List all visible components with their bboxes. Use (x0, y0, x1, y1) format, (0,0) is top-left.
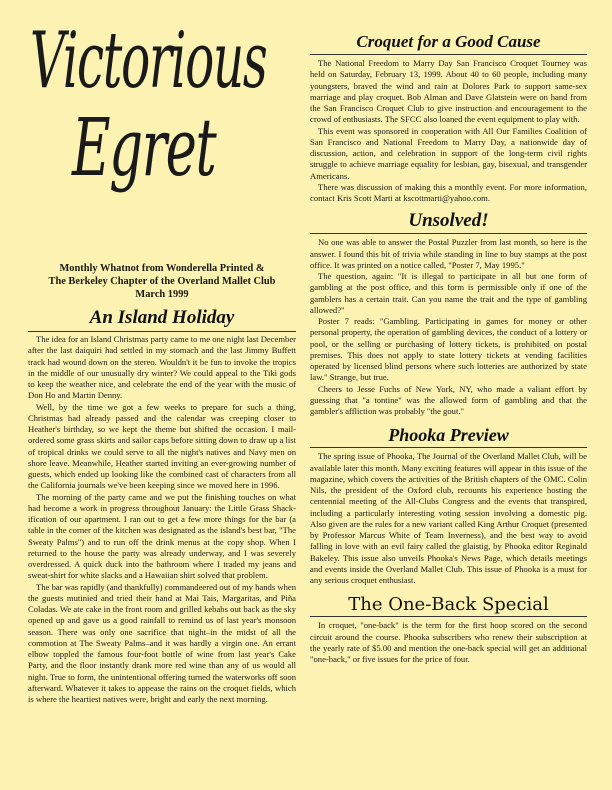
masthead-title-line1: Victorious (30, 16, 267, 106)
article-paragraph: This event was sponsored in cooperation with All Our Families Coalition of San Francisco and National Freedom to Marry Day, a nationwide day of discussion, action, and celebration in support of the long-term civil rights struggle to achieve marriage equality for lesbian, gay, bisexual, and transgender Americans. (310, 125, 587, 181)
unsolved-article (310, 237, 587, 417)
island-holiday-heading: An Island Holiday (28, 307, 296, 332)
island-holiday-article (28, 334, 296, 705)
subtitle-line2: The Berkeley Chapter of the Overland Mallet Club (48, 276, 276, 287)
right-column (310, 32, 587, 665)
article-paragraph: In croquet, "one-back" is the term for the first hoop scored on the second circuit around the course. Phooka subscribers who renew their subscription at the yearly rate of $5.00 and mention the one-back special will get an additional "one-back," or five issues for the price of four. (310, 620, 587, 664)
masthead-subtitle (28, 262, 296, 301)
article-paragraph: No one was able to answer the Postal Puzzler from last month, so here is the answer. I found this bit of trivia while standing in line to buy stamps at the post office. It was printed on a notice called, "Poster 7, May 1995." (310, 237, 587, 270)
subtitle-date: March 1999 (135, 289, 189, 300)
masthead-title-line2: Egret (72, 101, 216, 194)
croquet-heading: Croquet for a Good Cause (310, 32, 587, 55)
subtitle-line1: Monthly Whatnot from Wonderella Printed & (59, 263, 265, 274)
article-paragraph: The bar was rapidly (and thankfully) commandeered out of my hands when the guests mutinied and tried their hand at Mai Tais, Margaritas, and Piña Coladas. We ate cake in the front room and grilled kebabs out back as the sky opened up and gave us a good rainfall to remind us of last year's monsoon season. There was only one sacrifice that night–in the midst of all the commotion at The Sweaty Palms–and it was hardly a virgin one. An errant elbow toppled the famous four-foot bottle of wine from last year's Cake Party, and the floor instantly drank more red wine than any of us would all night. True to form, the unintentional offering turned the waterworks off soon afterward. Whatever it takes to appease the rains on the croquet fields, which is where the heartiest natives were, bright and early the next morning. (28, 581, 296, 704)
one-back-heading: The One-Back Special (310, 594, 587, 617)
croquet-article (310, 58, 587, 204)
article-paragraph: The question, again: "It is illegal to participate in all but one form of gambling at the post office, and this form is permissible only if one of the gamblers has a certain trait. Can you name the trait and the type of gambling allowed?" (310, 271, 587, 315)
phooka-heading: Phooka Preview (310, 425, 587, 448)
article-paragraph: Poster 7 reads: "Gambling. Participating in games for money or other personal property, the operation of gambling devices, the conduct of a lottery or pool, or the selling or purchasing of lottery tickets, is prohibited on postal premises. This does not apply to state lottery tickets at vending facilities operated by licensed blind persons where such lotteries are authorized by state law." Strange, but true. (310, 316, 587, 383)
article-paragraph: Well, by the time we got a few weeks to prepare for such a thing, Christmas had already passed and the calendar was creeping closer to Heather's birthday, so we kept the theme but shifted the occasion. I mail-ordered some grass skirts and sailor caps before sitting down to draw up a list of tropical drinks we could serve to all the night's natives and Navy men on shore leave. Meanwhile, Heather started inviting an ever-growing number of guests, which ended up looking like the combined cast of characters from all the California journals we've been keeping since we moved here in 1996. (28, 401, 296, 491)
article-paragraph: Cheers to Jesse Fuchs of New York, NY, who made a valiant effort by guessing that "a tontine" was the allowed form of gambling and that the gambler's affliction was probably "the gout." (310, 383, 587, 416)
article-paragraph: The idea for an Island Christmas party came to me one night last December after the last daiquiri had settled in my stomach and the last Jimmy Buffett track had wound down on the stereo. Wouldn't it be fun to invoke the tropics in the middle of our unusually dry winter? We could appeal to the Tiki gods to keep the weather nice, and celebrate the end of the year with the music of Don Ho and Martin Denny. (28, 334, 296, 401)
one-back-article (310, 620, 587, 665)
unsolved-heading: Unsolved! (310, 210, 587, 234)
article-paragraph: There was discussion of making this a monthly event. For more information, contact Kris Scott Marti at kscottmarti@yahoo.com. (310, 181, 587, 203)
article-paragraph: The National Freedom to Marry Day San Francisco Croquet Tourney was held on Saturday, February 13, 1999. About 40 to 60 people, including many youngsters, braved the wind and rain at Dolores Park to support same-sex marriage and play croquet. Bob Alman and Dave Glatstein were on hand from the San Francisco Croquet Club to give instruction and encouragement to the crowd of enthusiasts. The SFCC also loaned the event equipment to play with. (310, 58, 587, 125)
article-paragraph: The morning of the party came and we put the finishing touches on what had become a work in progress throughout January: the Little Grass Shack-ification of our apartment. I ran out to get a few more things for the bar (a table in the corner of the kitchen was designated as the island's best bar, "The Sweaty Palms") and to run off the drink menus at the copy shop. When I returned to the house the party was already underway, and I was severely overdressed. A quick duck into the bathroom where I traded my jeans and sweat-shirt for white slacks and a Hawaiian shirt solved that problem. (28, 491, 296, 581)
phooka-article (310, 451, 587, 586)
article-paragraph: The spring issue of Phooka, The Journal of the Overland Mallet Club, will be available later this month. Many exciting features will appear in this issue of the magazine, which covers the activities of the British chapters of the OMC. Colin Nils, the president of the Oxford club, recounts his experience hosting the centennial meeting of the All-Clubs Congress and the events that transpired, including a particularly interesting voting session involving a domestic pig. Also given are the rules for a new variant called King Arthur Croquet (presented by Professor Marcus White of Team Inverness), and the best way to avoid falling in love with an evil fairy called the glaistig, by Phooka editor Reginald Bakeley. This issue also unveils Phooka's News Page, which details meetings and events inside the Overland Mallet Club. This issue of Phooka is a must for any serious croquet enthusiast. (310, 451, 587, 585)
